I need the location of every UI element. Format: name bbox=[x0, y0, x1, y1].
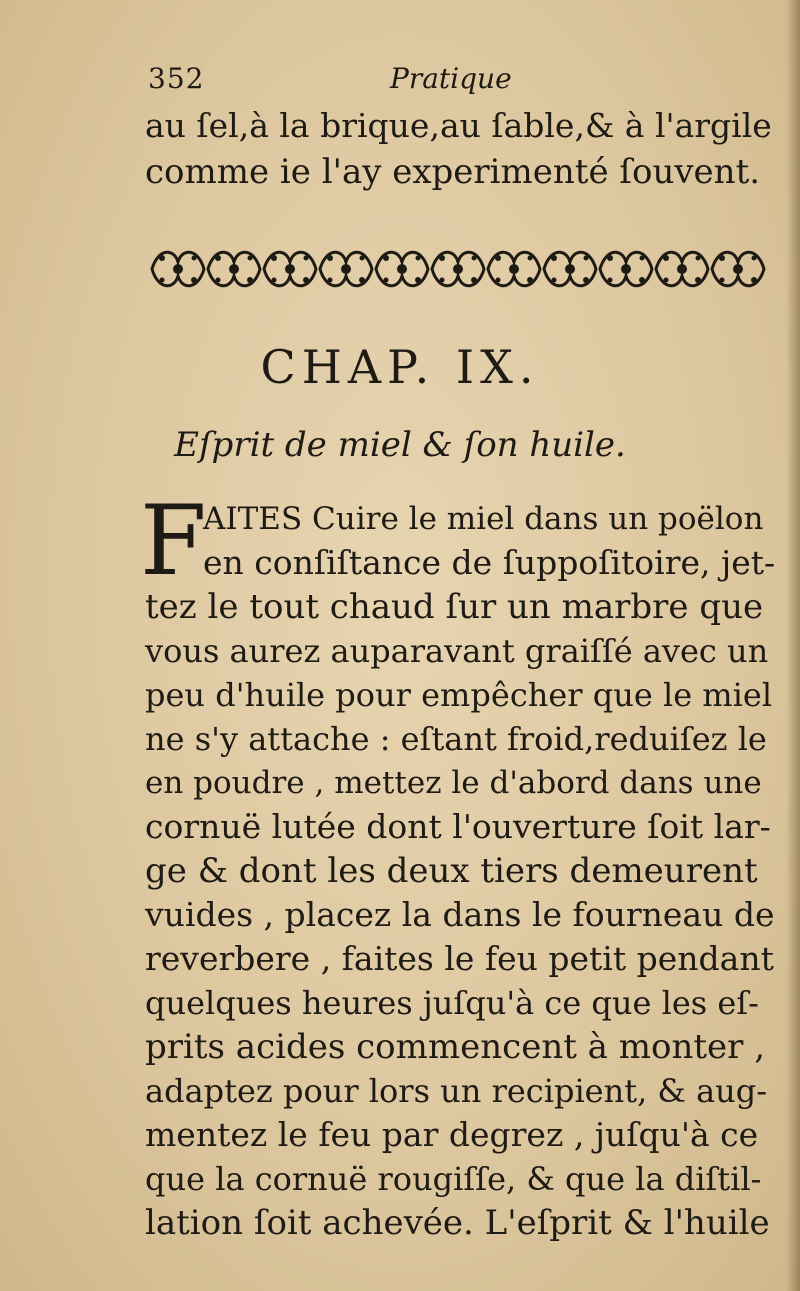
body-line: peu d'huile pour empêcher que le miel bbox=[145, 676, 773, 714]
page-header bbox=[148, 62, 768, 102]
chapter-title: CHAP. IX. bbox=[260, 340, 540, 394]
body-line: ne s'y attache : eſtant froid,reduiſez le bbox=[145, 720, 767, 758]
page-number: 352 bbox=[148, 62, 205, 95]
page-edge-shadow bbox=[786, 0, 800, 1291]
body-line: tez le tout chaud ſur un marbre que bbox=[145, 587, 764, 627]
drop-cap: F bbox=[140, 485, 207, 597]
body-line: cornuë lutée dont l'ouverture ſoit lar- bbox=[145, 807, 771, 846]
body-line: quelques heures juſqu'à ce que les eſ- bbox=[145, 984, 759, 1022]
first-word: AITES bbox=[203, 501, 303, 537]
body-line-1 bbox=[203, 497, 778, 541]
body-line: que la cornuë rougiſſe, & que la diſtil- bbox=[145, 1160, 762, 1198]
body-line: reverbere , faites le feu petit pendant bbox=[145, 939, 774, 978]
body-line: en poudre , mettez le d'abord dans une bbox=[145, 765, 762, 801]
chapter-subtitle: Eſprit de miel & ſon huile. bbox=[174, 425, 626, 465]
decorative-ornament-band bbox=[148, 240, 768, 298]
intro-line-2: comme ie l'ay experimenté ſouvent. bbox=[145, 152, 761, 192]
body-line: prits acides commencent à monter , bbox=[145, 1027, 766, 1067]
body-line: lation ſoit achevée. L'eſprit & l'huile bbox=[145, 1203, 770, 1243]
body-line-2: en conſiſtance de ſuppoſitoire, jet- bbox=[203, 543, 776, 582]
body-line: vuides , placez la dans le fourneau de bbox=[145, 895, 775, 934]
intro-line-1: au ſel,à la brique,au ſable,& à l'argile bbox=[145, 106, 772, 145]
first-line-rest: Cuire le miel dans un poëlon bbox=[302, 501, 764, 537]
body-line: adaptez pour lors un recipient, & aug- bbox=[145, 1072, 768, 1110]
body-line: vous aurez auparavant graiſſé avec un bbox=[145, 632, 769, 670]
body-line: mentez le feu par degrez , juſqu'à ce bbox=[145, 1115, 759, 1154]
running-head: Pratique bbox=[390, 62, 512, 95]
body-line: ge & dont les deux tiers demeurent bbox=[145, 851, 758, 891]
